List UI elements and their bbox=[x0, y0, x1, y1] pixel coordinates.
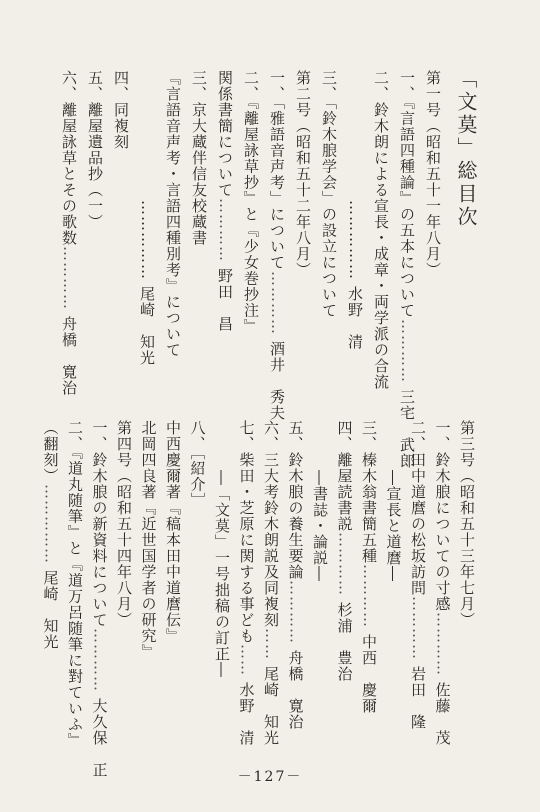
entry-text: 一、鈴木朖についての寸感 bbox=[433, 420, 452, 612]
toc-entry bbox=[268, 70, 286, 421]
entry-text: 第二号（昭和五十二年八月） bbox=[294, 70, 312, 278]
toc-entry bbox=[321, 70, 336, 319]
toc-entry bbox=[217, 70, 232, 332]
entry-text: 二、田中道麿の松坂訪問 bbox=[409, 420, 427, 596]
entry-text: 三、「鈴木朖学会」の設立について bbox=[320, 70, 338, 319]
leader-dots: ………… bbox=[286, 580, 305, 644]
author-name: 尾崎 知光 bbox=[262, 666, 280, 746]
author-name: 大久保 正 bbox=[90, 698, 109, 778]
toc-entry bbox=[295, 70, 310, 278]
entry-text: 二、『道丸随筆』と『道万呂随筆に對ていふ』 bbox=[66, 420, 84, 749]
entry-text: 関係書簡について bbox=[216, 70, 234, 198]
leader-dots: …… bbox=[262, 628, 280, 660]
entry-text: 三、京大蔵伴信友校蔵書 bbox=[190, 70, 208, 246]
entry-text: 一、『言語四種論』の五本について bbox=[398, 70, 416, 319]
author-name: 中西 慶爾 bbox=[360, 634, 378, 714]
entry-text: 中西慶爾著『稿本田中道麿伝』 bbox=[164, 420, 182, 644]
leader-dots: ………… bbox=[90, 628, 109, 692]
entry-text: 三、榛木翁書簡五種 bbox=[360, 420, 378, 564]
bleed-through-text bbox=[18, 68, 31, 82]
author-name: 佐藤 茂 bbox=[433, 682, 452, 746]
page-number: －127－ bbox=[237, 769, 303, 785]
author-name: 水野 清 bbox=[346, 286, 364, 350]
entry-text: 六、離屋詠草とその歌数 bbox=[60, 70, 78, 246]
author-name: 酒井 秀夫 bbox=[268, 340, 286, 421]
toc-entry bbox=[337, 420, 352, 682]
author-name: 舟橋 寛治 bbox=[60, 316, 78, 396]
entry-text: ―書誌・論説― bbox=[311, 470, 329, 582]
toc-entry bbox=[288, 420, 303, 730]
entry-text: 五、離屋遺品抄（一） bbox=[86, 70, 104, 230]
toc-entry bbox=[191, 70, 206, 246]
entry-text: 二、『離屋詠草抄』と『少女巻抄注』 bbox=[242, 70, 260, 335]
entry-text: …………… bbox=[138, 200, 156, 280]
author-name: 野田 昌 bbox=[216, 268, 234, 332]
leader-dots: ………… bbox=[398, 318, 416, 383]
entry-text: 四、同複刻 bbox=[112, 70, 130, 150]
leader-dots: ………… bbox=[360, 564, 378, 628]
toc-entry bbox=[113, 70, 128, 150]
entry-text: 一、鈴木朖の新資料について bbox=[90, 420, 109, 628]
leader-dots: …… bbox=[237, 644, 256, 676]
toc-entry bbox=[361, 420, 376, 714]
entry-text: 八、［紹介］ bbox=[188, 420, 207, 509]
entry-text: ―宣長と道麿― bbox=[384, 470, 403, 582]
entry-text: （翻刻） bbox=[41, 420, 60, 484]
toc-entry bbox=[139, 200, 154, 366]
toc-entry bbox=[263, 420, 278, 746]
author-name: 岩田 隆 bbox=[409, 666, 427, 730]
toc-entry bbox=[410, 420, 425, 730]
toc-entry bbox=[243, 70, 258, 335]
author-name: 水野 清 bbox=[237, 682, 256, 746]
entry-text: 北岡四良著『近世国学者の研究』 bbox=[139, 420, 158, 660]
toc-entry bbox=[398, 70, 416, 469]
toc-entry bbox=[141, 420, 156, 660]
toc-entry bbox=[435, 420, 450, 746]
toc-entry bbox=[190, 420, 205, 509]
author-name: 杉浦 豊治 bbox=[335, 602, 354, 682]
entry-text: 七、柴田・芝原に関する事ども bbox=[237, 420, 256, 644]
toc-entry bbox=[214, 470, 229, 678]
toc-entry bbox=[165, 70, 180, 358]
toc-entry bbox=[425, 70, 440, 278]
entry-text: 『言語音声考・言語四種別考』について bbox=[164, 70, 182, 358]
entry-text: 四、離屋読書説 bbox=[335, 420, 354, 532]
leader-dots: ………… bbox=[268, 270, 286, 335]
toc-entry bbox=[67, 420, 82, 749]
toc-entry bbox=[373, 70, 388, 390]
leader-dots: ………… bbox=[433, 612, 452, 676]
toc-entry bbox=[459, 420, 474, 628]
entry-text: 一、「雅語音声考」について bbox=[268, 70, 286, 271]
toc-entry bbox=[386, 470, 401, 582]
toc-entry bbox=[239, 420, 254, 746]
toc-entry bbox=[116, 420, 131, 628]
toc-entry bbox=[312, 470, 327, 582]
toc-entry bbox=[87, 70, 102, 230]
entry-text: 第一号（昭和五十一年八月） bbox=[424, 70, 442, 278]
author-name: 尾崎 知光 bbox=[138, 286, 156, 366]
entry-text: 五、鈴木朖の養生要論 bbox=[286, 420, 305, 580]
leader-dots: ………… bbox=[335, 532, 354, 596]
entry-text: …………… bbox=[346, 200, 364, 280]
author-name: 尾崎 知光 bbox=[41, 570, 60, 650]
toc-entry bbox=[43, 420, 58, 650]
entry-text: 第四号（昭和五十四年八月） bbox=[115, 420, 133, 628]
leader-dots: ………… bbox=[216, 198, 234, 262]
entry-text: 二、鈴木朗による宣長・成章・両学派の合流 bbox=[372, 70, 390, 390]
toc-entry bbox=[90, 420, 109, 778]
toc-entry bbox=[347, 200, 362, 350]
author-name: 舟橋 寛治 bbox=[286, 650, 305, 730]
entry-text: 第三号（昭和五十三年七月） bbox=[458, 420, 476, 628]
page-title: 「文莫」総目次 bbox=[454, 68, 478, 229]
author-name: 三宅 武郎 bbox=[398, 388, 416, 469]
leader-dots: …………… bbox=[41, 484, 60, 564]
entry-text: ―「文莫」一号拙稿の訂正― bbox=[213, 470, 231, 678]
entry-text: 六、三大考鈴木朗説及同複刻 bbox=[262, 420, 280, 628]
toc-entry bbox=[61, 70, 76, 396]
leader-dots: ………… bbox=[60, 246, 78, 310]
leader-dots: ………… bbox=[409, 596, 427, 660]
toc-entry bbox=[165, 420, 180, 644]
